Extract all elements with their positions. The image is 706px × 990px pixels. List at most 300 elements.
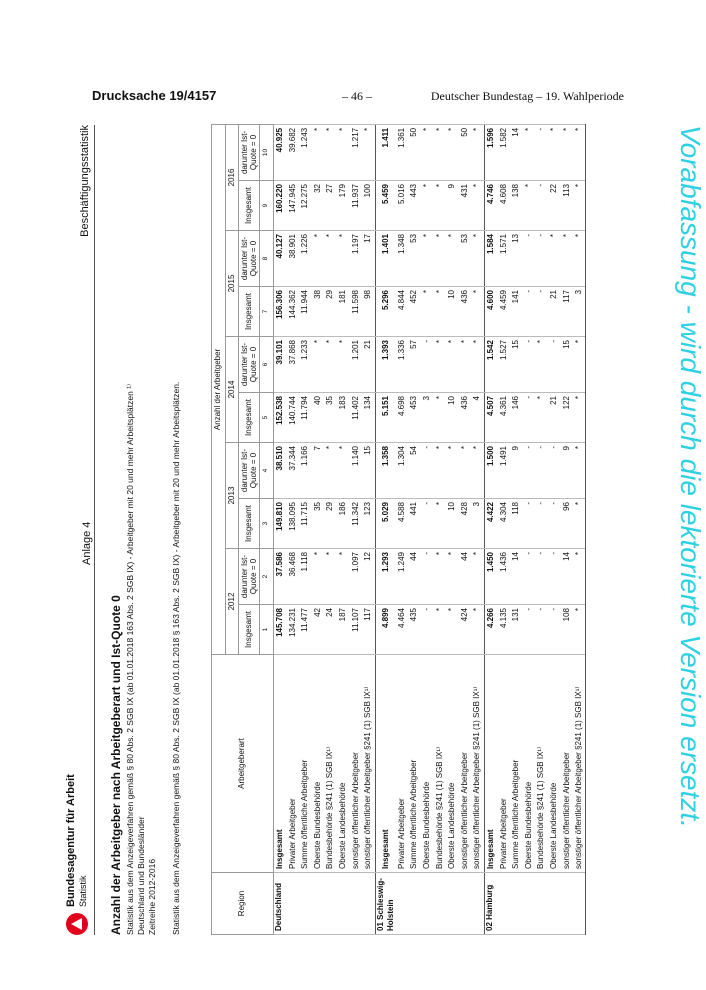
value-cell: 138 — [510, 181, 523, 231]
arbeitgeberart-cell: sonstiger öffentlicher Arbeitgeber §241 (1) SGB IX¹⁾ — [471, 655, 484, 873]
arbeitgeberart-cell: Privater Arbeitgeber — [497, 655, 510, 873]
table-body — [273, 124, 586, 934]
value-cell: - — [522, 287, 535, 337]
ist-quote-null-header: darunter Ist-Quote = 0 — [239, 443, 260, 499]
value-cell: - — [548, 443, 561, 499]
value-cell: * — [433, 124, 446, 180]
value-cell: - — [522, 499, 535, 549]
region-cell — [312, 873, 325, 935]
value-cell: * — [433, 443, 446, 499]
value-cell: 1.401 — [375, 231, 396, 287]
value-cell: 452 — [408, 287, 421, 337]
table-row — [573, 124, 586, 934]
value-cell: * — [573, 499, 586, 549]
table-row — [446, 124, 459, 934]
value-cell: 117 — [560, 287, 573, 337]
value-cell: * — [573, 181, 586, 231]
value-cell: 3 — [471, 499, 484, 549]
value-cell: 4.588 — [396, 499, 409, 549]
value-cell: 4 — [471, 393, 484, 443]
value-cell: * — [446, 549, 459, 605]
value-cell: - — [522, 337, 535, 393]
value-cell: 98 — [362, 287, 375, 337]
value-cell: - — [535, 549, 548, 605]
region-cell — [522, 873, 535, 935]
region-cell — [510, 873, 523, 935]
header-divider — [94, 125, 95, 935]
value-cell: * — [471, 181, 484, 231]
arbeitgeberart-cell: sonstiger öffentlicher Arbeitgeber §241 (1) SGB IX¹⁾ — [362, 655, 375, 873]
year-header: 2014 — [225, 337, 239, 443]
value-cell: 183 — [337, 393, 350, 443]
value-cell: 9 — [510, 443, 523, 499]
value-cell: 1.436 — [497, 549, 510, 605]
value-cell: 186 — [337, 499, 350, 549]
value-cell: 53 — [408, 231, 421, 287]
value-cell: - — [522, 549, 535, 605]
value-cell: 1.217 — [349, 124, 362, 180]
value-cell: 10 — [446, 499, 459, 549]
region-header: Region — [212, 873, 274, 935]
table-title: Anzahl der Arbeitgeber nach Arbeitgeberart und Ist-Quote 0 — [109, 595, 123, 935]
value-cell: 44 — [408, 549, 421, 605]
value-cell: 431 — [459, 181, 472, 231]
table-row — [408, 124, 421, 934]
value-cell: * — [312, 549, 325, 605]
value-cell: 12.275 — [299, 181, 312, 231]
value-cell: * — [573, 549, 586, 605]
value-cell: 32 — [312, 181, 325, 231]
arbeitgeberart-cell: Insgesamt — [375, 655, 396, 873]
value-cell: 22 — [548, 181, 561, 231]
value-cell: * — [433, 287, 446, 337]
document-number — [92, 88, 216, 103]
column-number: 8 — [260, 231, 274, 287]
value-cell: 57 — [408, 337, 421, 393]
value-cell: * — [337, 549, 350, 605]
table-row — [421, 124, 434, 934]
value-cell: * — [446, 124, 459, 180]
ist-quote-null-header: darunter Ist-Quote = 0 — [239, 231, 260, 287]
value-cell: 1.358 — [375, 443, 396, 499]
value-cell: 4.746 — [484, 181, 497, 231]
table-row — [299, 124, 312, 934]
value-cell: 145.708 — [273, 605, 286, 655]
value-cell: 11.107 — [349, 605, 362, 655]
table-row — [535, 124, 548, 934]
region-cell — [337, 873, 350, 935]
value-cell: * — [560, 231, 573, 287]
value-cell: 39.682 — [286, 124, 299, 180]
insgesamt-header: Insgesamt — [239, 181, 260, 231]
arbeitgeberart-cell: Privater Arbeitgeber — [286, 655, 299, 873]
value-cell: 4.304 — [497, 499, 510, 549]
value-cell: 50 — [459, 124, 472, 180]
value-cell: 118 — [510, 499, 523, 549]
region-cell — [362, 873, 375, 935]
arbeitgeberart-cell: Insgesamt — [273, 655, 286, 873]
column-number: 9 — [260, 181, 274, 231]
value-cell: 11.944 — [299, 287, 312, 337]
header-row-group — [212, 124, 226, 934]
arbeitgeberart-cell: sonstiger öffentlicher Arbeitgeber §241 (1) SGB IX¹⁾ — [573, 655, 586, 873]
parliament-label: Deutscher Bundestag – 19. Wahlperiode — [430, 89, 624, 103]
arbeitgeberart-cell: Bundesbehörde §241 (1) SGB IX¹⁾ — [535, 655, 548, 873]
value-cell: 38.901 — [286, 231, 299, 287]
value-cell: 37.344 — [286, 443, 299, 499]
value-cell: 11.794 — [299, 393, 312, 443]
value-cell: 160.220 — [273, 181, 286, 231]
year-header: 2012 — [225, 549, 239, 655]
table-row — [286, 124, 299, 934]
value-cell: * — [573, 231, 586, 287]
value-cell: 1.097 — [349, 549, 362, 605]
value-cell: - — [421, 443, 434, 499]
value-cell: 38 — [312, 287, 325, 337]
table-row — [312, 124, 325, 934]
subline-2: Deutschland und Bundesländer — [136, 816, 146, 935]
value-cell: * — [471, 605, 484, 655]
table-row — [510, 124, 523, 934]
table-row — [548, 124, 561, 934]
subline-1: Statistik aus dem Anzeigeverfahren gemäß § 80 Abs. 2 SGB IX (ab 01.01.2018 163 Abs. 2 SGB IX) - Arbeitgeber mit 20 und mehr Arbeitsplätzen ¹⁾ — [125, 383, 135, 935]
value-cell: * — [337, 231, 350, 287]
value-cell: * — [459, 337, 472, 393]
value-cell: * — [337, 443, 350, 499]
value-cell: * — [471, 549, 484, 605]
value-cell: 21 — [548, 393, 561, 443]
column-number: 10 — [260, 124, 274, 180]
region-cell — [408, 873, 421, 935]
value-cell: 1.243 — [299, 124, 312, 180]
org-subtitle: Statistik — [78, 875, 88, 907]
column-number: 6 — [260, 337, 274, 393]
value-cell: 4.844 — [396, 287, 409, 337]
value-cell: * — [471, 287, 484, 337]
value-cell: 108 — [560, 605, 573, 655]
value-cell: 38.510 — [273, 443, 286, 499]
region-cell — [396, 873, 409, 935]
value-cell: * — [471, 337, 484, 393]
value-cell: * — [535, 393, 548, 443]
value-cell: * — [312, 231, 325, 287]
value-cell: 11.402 — [349, 393, 362, 443]
region-cell — [459, 873, 472, 935]
region-cell — [497, 873, 510, 935]
value-cell: 1.542 — [484, 337, 497, 393]
value-cell: 4.361 — [497, 393, 510, 443]
value-cell: 37.586 — [273, 549, 286, 605]
value-cell: 40 — [312, 393, 325, 443]
value-cell: 5.151 — [375, 393, 396, 443]
value-cell: * — [548, 231, 561, 287]
region-cell — [573, 873, 586, 935]
value-cell: 4.422 — [484, 499, 497, 549]
year-header: 2016 — [225, 124, 239, 230]
column-number: 1 — [260, 605, 274, 655]
value-cell: 15 — [510, 337, 523, 393]
value-cell: - — [535, 124, 548, 180]
arbeitgeberart-cell: Summe öffentliche Arbeitgeber — [299, 655, 312, 873]
subline-4: Statistik aus dem Anzeigeverfahren gemäß § 80 Abs. 2 SGB IX (ab 01.01.2018 § 163 Abs. 2 SGB IX) - Arbeitgeber mit 20 und mehr Arbeitsplätzen. — [171, 381, 181, 935]
value-cell: 156.306 — [273, 287, 286, 337]
value-cell: 1.596 — [484, 124, 497, 180]
value-cell: 13 — [510, 231, 523, 287]
value-cell: * — [433, 231, 446, 287]
arbeitgeberart-cell: Insgesamt — [484, 655, 497, 873]
value-cell: - — [421, 549, 434, 605]
value-cell: - — [535, 231, 548, 287]
value-cell: 14 — [510, 124, 523, 180]
value-cell: * — [446, 231, 459, 287]
value-cell: 441 — [408, 499, 421, 549]
page-number: – 46 – — [342, 89, 372, 103]
value-cell: 35 — [324, 393, 337, 443]
value-cell: * — [433, 393, 446, 443]
value-cell: - — [522, 605, 535, 655]
value-cell: 428 — [459, 499, 472, 549]
value-cell: 11.715 — [299, 499, 312, 549]
arbeitgeberart-cell: sonstiger öffentlicher Arbeitgeber — [349, 655, 362, 873]
value-cell: 187 — [337, 605, 350, 655]
table-row — [497, 124, 510, 934]
region-cell — [299, 873, 312, 935]
table-row — [349, 124, 362, 934]
value-cell: 134 — [362, 393, 375, 443]
value-cell: 40.127 — [273, 231, 286, 287]
value-cell: - — [548, 499, 561, 549]
value-cell: 54 — [408, 443, 421, 499]
value-cell: 1.527 — [497, 337, 510, 393]
value-cell: 5.459 — [375, 181, 396, 231]
value-cell: 11.937 — [349, 181, 362, 231]
value-cell: - — [548, 549, 561, 605]
value-cell: 5.016 — [396, 181, 409, 231]
value-cell: - — [522, 231, 535, 287]
table-row — [560, 124, 573, 934]
value-cell: 15 — [560, 337, 573, 393]
value-cell: * — [421, 231, 434, 287]
document-number-prefix: Drucksache 19/ — [92, 88, 188, 103]
value-cell: - — [522, 443, 535, 499]
value-cell: * — [535, 337, 548, 393]
table-row — [273, 124, 286, 934]
subline-3: Zeitreihe 2012-2016 — [147, 858, 157, 935]
value-cell: * — [446, 337, 459, 393]
arbeitgeberart-cell: Summe öffentliche Arbeitgeber — [510, 655, 523, 873]
data-table — [211, 124, 586, 935]
value-cell: - — [421, 499, 434, 549]
value-cell: 29 — [324, 499, 337, 549]
table-row — [375, 124, 396, 934]
value-cell: * — [421, 181, 434, 231]
value-cell: 21 — [548, 287, 561, 337]
table-row — [522, 124, 535, 934]
year-header: 2013 — [225, 443, 239, 549]
value-cell: * — [324, 443, 337, 499]
value-cell: 4.459 — [497, 287, 510, 337]
ist-quote-null-header: darunter Ist-Quote = 0 — [239, 124, 260, 180]
value-cell: 15 — [362, 443, 375, 499]
value-cell: 29 — [324, 287, 337, 337]
value-cell: 1.201 — [349, 337, 362, 393]
value-cell: * — [312, 124, 325, 180]
table-row — [362, 124, 375, 934]
value-cell: 53 — [459, 231, 472, 287]
value-cell: 17 — [362, 231, 375, 287]
value-cell: 11.598 — [349, 287, 362, 337]
value-cell: 9 — [560, 443, 573, 499]
value-cell: 146 — [510, 393, 523, 443]
value-cell: * — [312, 337, 325, 393]
value-cell: 36.468 — [286, 549, 299, 605]
arbeitgeberart-cell: Oberste Bundesbehörde — [312, 655, 325, 873]
value-cell: * — [433, 181, 446, 231]
value-cell: - — [535, 605, 548, 655]
value-cell: 1.584 — [484, 231, 497, 287]
region-cell — [433, 873, 446, 935]
value-cell: 1.361 — [396, 124, 409, 180]
value-cell: 1.118 — [299, 549, 312, 605]
value-cell: 1.140 — [349, 443, 362, 499]
value-cell: 123 — [362, 499, 375, 549]
value-cell: * — [421, 287, 434, 337]
ist-quote-null-header: darunter Ist-Quote = 0 — [239, 549, 260, 605]
arbeitgeberart-cell: Oberste Landesbehörde — [337, 655, 350, 873]
arbeitgeberart-cell: Oberste Landesbehörde — [446, 655, 459, 873]
value-cell: 1.500 — [484, 443, 497, 499]
table-row — [471, 124, 484, 934]
value-cell: 1.582 — [497, 124, 510, 180]
value-cell: 1.571 — [497, 231, 510, 287]
value-cell: 39.101 — [273, 337, 286, 393]
region-cell: 02 Hamburg — [484, 873, 497, 935]
value-cell: - — [548, 605, 561, 655]
value-cell: 443 — [408, 181, 421, 231]
value-cell: 141 — [510, 287, 523, 337]
value-cell: * — [433, 337, 446, 393]
org-name: Bundesagentur für Arbeit — [65, 774, 77, 907]
value-cell: 122 — [560, 393, 573, 443]
value-cell: * — [471, 124, 484, 180]
value-cell: 3 — [573, 287, 586, 337]
value-cell: 1.393 — [375, 337, 396, 393]
value-cell: * — [522, 124, 535, 180]
value-cell: * — [573, 124, 586, 180]
value-cell: 7 — [312, 443, 325, 499]
table-row — [396, 124, 409, 934]
value-cell: 5.029 — [375, 499, 396, 549]
insgesamt-header: Insgesamt — [239, 393, 260, 443]
insgesamt-header: Insgesamt — [239, 499, 260, 549]
region-cell: 01 Schleswig-Holstein — [375, 873, 396, 935]
value-cell: 37.868 — [286, 337, 299, 393]
section-label: Beschäftigungsstatistik — [79, 125, 91, 237]
value-cell: 27 — [324, 181, 337, 231]
region-cell — [421, 873, 434, 935]
table-row — [484, 124, 497, 934]
region-cell — [471, 873, 484, 935]
value-cell: 152.538 — [273, 393, 286, 443]
arbeitgeberart-header: Arbeitgeberart — [212, 655, 274, 873]
value-cell: * — [324, 549, 337, 605]
column-number: 2 — [260, 549, 274, 605]
table-row — [337, 124, 350, 934]
year-header: 2015 — [225, 231, 239, 337]
value-cell: 3 — [421, 393, 434, 443]
value-cell: 1.293 — [375, 549, 396, 605]
value-cell: 1.411 — [375, 124, 396, 180]
value-cell: 96 — [560, 499, 573, 549]
value-cell: - — [421, 605, 434, 655]
value-cell: 181 — [337, 287, 350, 337]
watermark-text: Vorabfassung - wird durch die lektorierte Version ersetzt. — [675, 125, 706, 828]
region-cell — [560, 873, 573, 935]
value-cell: 9 — [446, 181, 459, 231]
value-cell: 435 — [408, 605, 421, 655]
value-cell: 4.600 — [484, 287, 497, 337]
region-cell — [535, 873, 548, 935]
arbeitgeberart-cell: sonstiger öffentlicher Arbeitgeber — [459, 655, 472, 873]
value-cell: 453 — [408, 393, 421, 443]
ist-quote-null-header: darunter Ist-Quote = 0 — [239, 337, 260, 393]
value-cell: * — [459, 443, 472, 499]
group-header: Anzahl der Arbeitgeber — [212, 124, 226, 654]
value-cell: - — [535, 443, 548, 499]
value-cell: 138.095 — [286, 499, 299, 549]
region-cell — [349, 873, 362, 935]
region-cell — [286, 873, 299, 935]
value-cell: * — [337, 124, 350, 180]
arbeitgeberart-cell: Privater Arbeitgeber — [396, 655, 409, 873]
value-cell: - — [421, 337, 434, 393]
value-cell: * — [324, 337, 337, 393]
value-cell: * — [337, 337, 350, 393]
value-cell: * — [573, 337, 586, 393]
column-number: 3 — [260, 499, 274, 549]
value-cell: - — [522, 393, 535, 443]
value-cell: * — [471, 231, 484, 287]
value-cell: 44 — [459, 549, 472, 605]
region-cell: Deutschland — [273, 873, 286, 935]
annex-label: Anlage 4 — [81, 521, 93, 565]
value-cell: 436 — [459, 287, 472, 337]
value-cell: 14 — [560, 549, 573, 605]
value-cell: 10 — [446, 393, 459, 443]
value-cell: 179 — [337, 181, 350, 231]
value-cell: 134.231 — [286, 605, 299, 655]
value-cell: 50 — [408, 124, 421, 180]
arbeitgeberart-cell: Bundesbehörde §241 (1) SGB IX¹⁾ — [433, 655, 446, 873]
value-cell: 100 — [362, 181, 375, 231]
value-cell: - — [548, 337, 561, 393]
arbeitgeberart-cell: Oberste Bundesbehörde — [421, 655, 434, 873]
value-cell: 113 — [560, 181, 573, 231]
value-cell: 4.266 — [484, 605, 497, 655]
value-cell: 140.744 — [286, 393, 299, 443]
value-cell: * — [433, 499, 446, 549]
value-cell: 5.296 — [375, 287, 396, 337]
value-cell: 12 — [362, 549, 375, 605]
value-cell: * — [362, 124, 375, 180]
value-cell: 21 — [362, 337, 375, 393]
value-cell: 1.336 — [396, 337, 409, 393]
value-cell: 11.342 — [349, 499, 362, 549]
page-header — [92, 88, 624, 106]
value-cell: * — [573, 443, 586, 499]
value-cell: 147.945 — [286, 181, 299, 231]
value-cell: 4.608 — [497, 181, 510, 231]
